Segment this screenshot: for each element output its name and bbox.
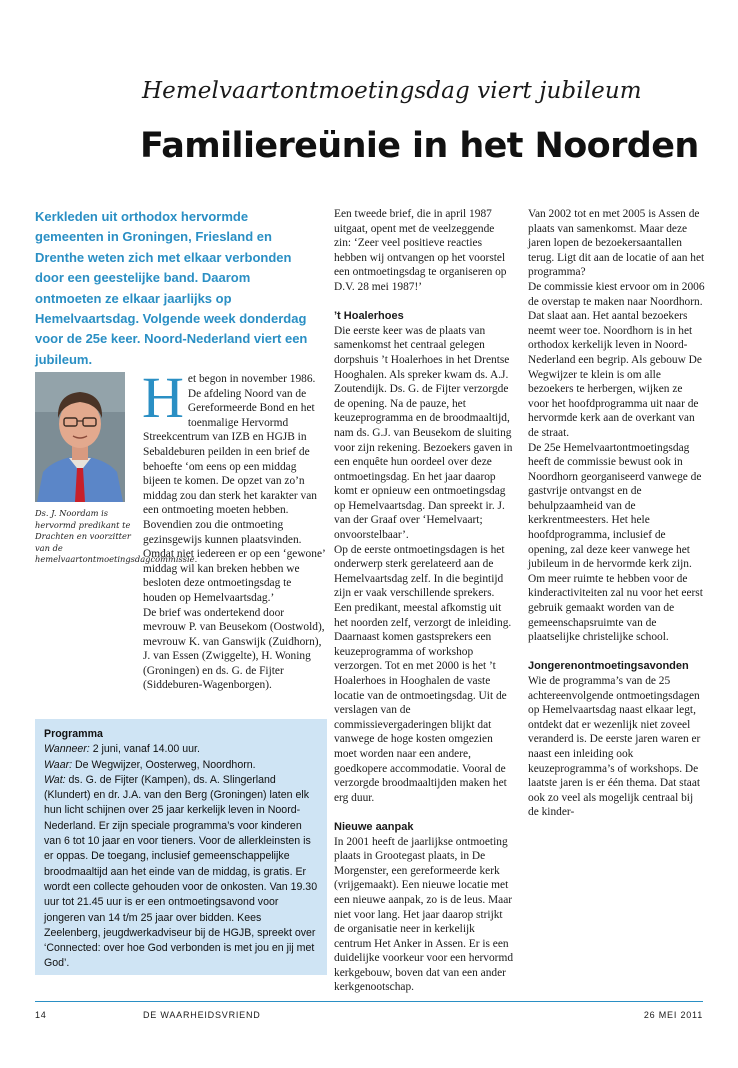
body-paragraph: De 25e Hemelvaartontmoetingsdag heeft de commissie bewust ook in Noordhorn georganiseerd vanwege de gastvrije ontvangst en de behulpzaamheid van de kerkrentmeesters. Het hele hoofdprogramma, inclusief de opening, zal deze keer vanwege het jubileum in de hervormde kerk zijn. Om meer ruimte te hebben voor de kinderactiviteiten zal nu voor het eerst gebruik gemaakt worden van de gemeenschapsruimte van de plaatselijke christelijke school. <box>528 441 703 644</box>
photo-caption: Ds. J. Noordam is hervormd predikant te Drachten en voorzitter van de hemelvaartontmoetingsdagcommissie. <box>35 508 198 565</box>
issue-date: 26 MEI 2011 <box>643 1010 703 1020</box>
subheading-nieuwe-aanpak: Nieuwe aanpak <box>334 820 414 833</box>
program-where-label: Waar: <box>44 758 73 771</box>
program-box <box>35 719 327 975</box>
body-column-1 <box>142 365 327 693</box>
body-paragraph: Een tweede brief, die in april 1987 uitgaat, opent met de veelzeggende zin: ‘Zeer veel positieve reacties hebben wij ontvangen op het voorstel een ontmoetingsdag te organiseren op D.V. 28 mei 1987!’ <box>334 208 507 293</box>
body-paragraph: Wie de programma’s van de 25 achtereenvolgende ontmoetingsdagen op Hemelvaartsdag naast elkaar legt, ontdekt dat er wezenlijk niet zoveel veranderd is. De eerste jaren waren er naast een inleiding ook keuzeprogramma’s of workshops. De laatste jaren is er één thema. Dat staat ook zo veel als mogelijk centraal bij de kinder- <box>528 675 701 819</box>
program-when <box>44 742 318 757</box>
program-where-value: De Wegwijzer, Oosterweg, Noordhorn. <box>72 758 256 771</box>
subheading-hoalerhoes: ’t Hoalerhoes <box>334 310 404 323</box>
body-column-3 <box>528 207 706 820</box>
program-what-value: ds. G. de Fijter (Kampen), ds. A. Slingerland (Klundert) en dr. J.A. van den Berg (Groningen) laten elk hun licht schijnen over 25 jaar kerkelijk leven in Noord-Nederland. Er zijn speciale programma’s voor kinderen van 6 tot 10 jaar en voor tieners. Voor de allerkleinsten is er oppas. De toegang, inclusief gemeenschappelijke broodmaaltijd aan het einde van de middag, is gratis. Er wordt een collecte gehouden voor de onkosten. Van 19.30 uur tot 21.45 uur is er een ontmoetingsavond voor jongeren van 14 t/m 25 jaar over bidden. Kees Zeelenberg, jeugdwerkadviseur bij de HGJB, spreekt over ‘Connected: over hoe God verbonden is met jou en jij met God’. <box>44 773 318 970</box>
body-paragraph: Op de eerste ontmoetingsdagen is het onderwerp sterk gerelateerd aan de Hemelvaartsdag zelf. In die begintijd zijn er vaak verschillende sprekers. Een predikant, meestal afkomstig uit het noorden zelf, verzorgt de inleiding. Daarnaast komen gastsprekers een keuzeprogramma of workshop verzorgen. Tot en met 2000 is het ’t Hoalerhoes in Hooghalen de vaste locatie van de ontmoetingsdag. Uit de verslagen van de commissievergaderingen blijkt dat vanwege de hoge kosten omgezien moet worden naar een andere, goedkopere accommodatie. Vooral de verzorgde broodmaaltijden maken het erg duur. <box>334 543 512 804</box>
body-paragraph: De commissie kiest ervoor om in 2006 de overstap te maken naar Noordhorn. Dat slaat aan. Het aantal bezoekers neemt weer toe. Noordhorn is in het orthodox kerkelijk leven in Noord-Nederland een begrip. Als gebouw De Wegwijzer te klein is om alle bezoekers te herbergen, wijken ze voor het hoofdprogramma uit naar de hervormde kerk aan de overkant van de straat. <box>528 280 705 439</box>
body-paragraph: Die eerste keer was de plaats van samenkomst het centraal gelegen dorpshuis ’t Hoalerhoes in het Drentse Hooghalen. Als spreker kwam ds. A.J. Zoutendijk. Ds. G. de Fijter verzorgde de opening. Na de pauze, het keuzeprogramma en de broodmaaltijd, nam ds. G.J. van Beusekom de sluiting voor zijn rekening. Bezoekers gaven in een enquête hun oordeel over deze ontmoetingsdag. En het jaar daarop komt er opnieuw een ontmoetingsdag op Hemelvaartsdag. Dan spreekt ir. J. van der Graaf over ‘Hemelvaart; onvoorstelbaar’. <box>334 324 513 542</box>
program-title: Programma <box>44 728 103 740</box>
subheading-jongeren: Jongerenontmoetingsavonden <box>528 660 689 673</box>
program-when-label: Wanneer: <box>44 743 90 756</box>
program-what-label: Wat: <box>44 773 66 786</box>
article-intro: Kerkleden uit orthodox hervormde gemeenten in Groningen, Friesland en Drenthe weten zich met elkaar verbonden door een geestelijke band. Daarom ontmoeten ze elkaar jaarlijks op Hemelvaartsdag. Volgende week donderdag voor de 25e keer. Noord-Nederland viert een jubileum. <box>35 209 308 367</box>
program-where <box>44 758 318 773</box>
body-paragraph: In 2001 heeft de jaarlijkse ontmoeting plaats in Grootegast plaats, in De Morgenster, een gereformeerde kerk (vrijgemaakt). Een nieuwe locatie met een nieuwe aanpak, zo is de leus. Maar niet voor lang. Het jaar daarop strijkt de organisatie neer in kerkelijk centrum Het Anker in Assen. Er is een duidelijke voorkeur voor een hervormd kerkgebouw, boven dat van een ander kerkgenootschap. <box>334 835 514 994</box>
footer-divider <box>35 1001 703 1002</box>
body-paragraph: Van 2002 tot en met 2005 is Assen de plaats van samenkomst. Maar deze jaren lopen de bezoekersaantallen terug. Ligt dit aan de locatie of aan het programma? <box>528 208 705 279</box>
program-when-value: 2 juni, vanaf 14.00 uur. <box>89 743 200 756</box>
page-number: 14 <box>35 1010 47 1020</box>
article-title: Familiereünie in het Noorden <box>140 126 699 166</box>
article-kicker: Hemelvaartontmoetingsdag viert jubileum <box>142 78 642 104</box>
magazine-name: DE WAARHEIDSVRIEND <box>143 1010 261 1020</box>
body-paragraph: et begon in november 1986. De afdeling Noord van de Gereformeerde Bond en het toenmalige Hervormd Streekcentrum van IZB en HGJB in Sebaldeburen peilden in een brief de behoefte ‘om eens op een middag bijeen te komen. De opzet van zo’n middag zou dan sterk het karakter van een ontmoeting moeten hebben. Bovendien zou die ontmoeting gezinsgewijs kunnen plaatsvinden. Omdat niet iedereen er op een ‘gewone’ middag wil kan breken hebben we besloten deze ontmoetingsdag te houden op Hemelvaartsdag.’ <box>143 373 325 604</box>
drop-cap: H <box>142 365 184 430</box>
body-paragraph: De brief was ondertekend door mevrouw P. van Beusekom (Oostwold), mevrouw K. van Ganswijk (Zuidhorn), J. van Essen (Zwiggelte), H. Woning (Groningen) en ds. G. de Fijter (Siddeburen-Wagenborgen). <box>143 606 325 692</box>
author-portrait-photo <box>35 372 125 502</box>
body-column-2 <box>334 207 514 995</box>
program-what <box>44 773 318 972</box>
